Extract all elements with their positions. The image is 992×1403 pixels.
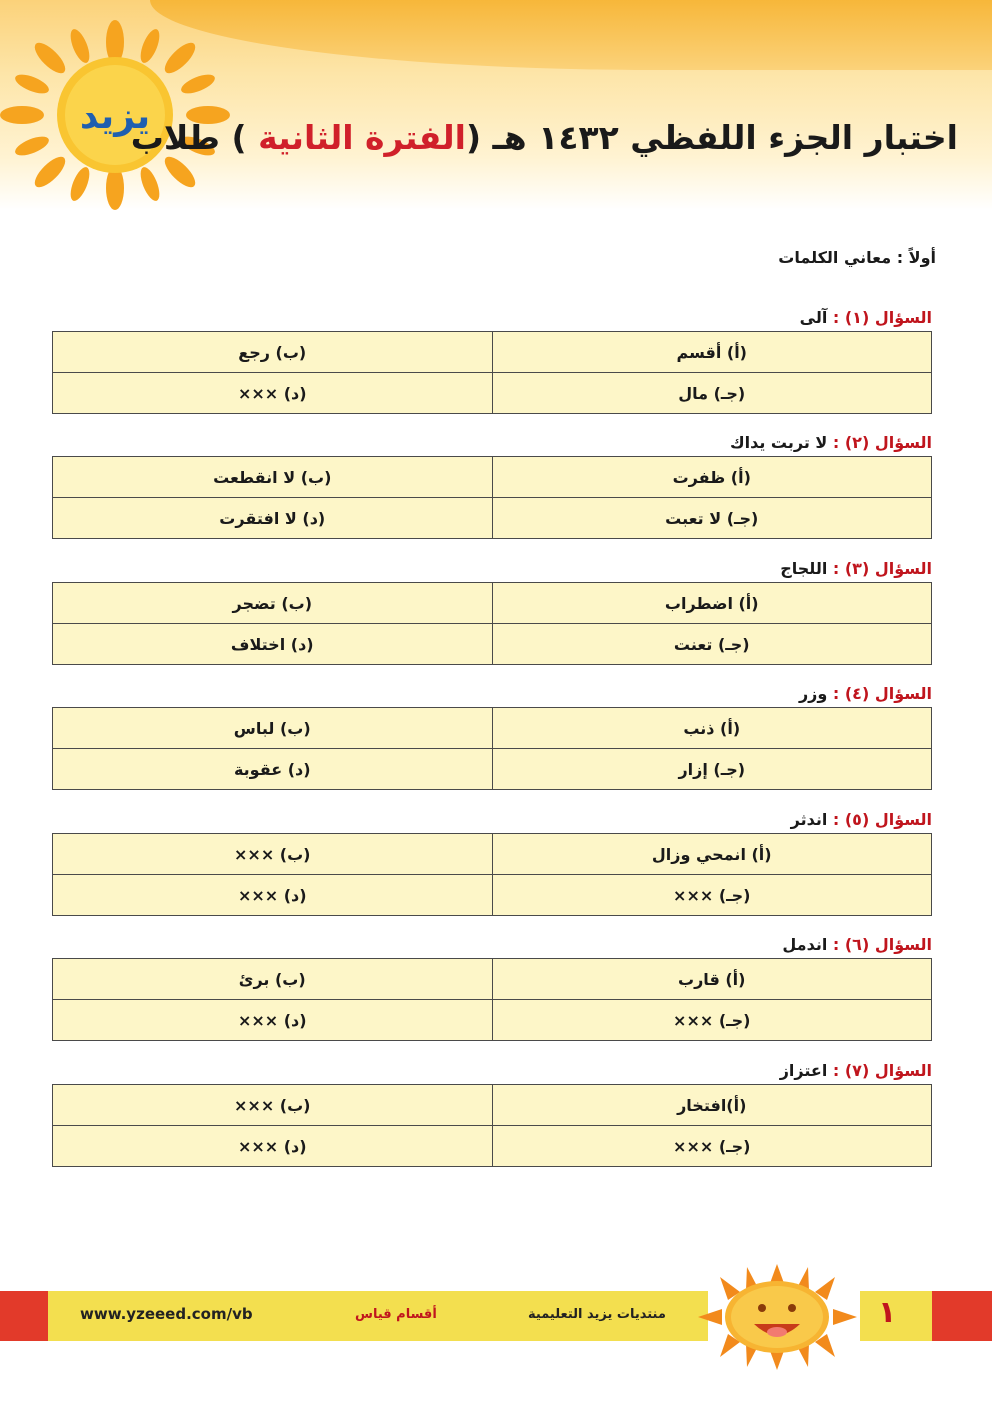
- option-d[interactable]: (د) ×××: [53, 1000, 493, 1041]
- footer-red-right: [932, 1291, 992, 1341]
- question-number: السؤال (٢) :: [832, 433, 932, 452]
- footer-forum-name: منتديات يزيد التعليمية: [528, 1307, 666, 1322]
- option-c[interactable]: (جـ) ×××: [492, 1126, 932, 1167]
- question-4: [52, 681, 932, 790]
- option-c[interactable]: (جـ) تعنت: [492, 624, 932, 665]
- question-word: اندمل: [782, 935, 828, 954]
- option-d[interactable]: (د) اختلاف: [53, 624, 493, 665]
- header-wave: [150, 0, 992, 70]
- option-a[interactable]: (أ) أقسم: [492, 332, 932, 373]
- option-a[interactable]: (أ)افتخار: [492, 1085, 932, 1126]
- table-row: [53, 373, 932, 414]
- table-row: [53, 959, 932, 1000]
- question-word: اعتزاز: [779, 1061, 828, 1080]
- option-c[interactable]: (جـ) ×××: [492, 1000, 932, 1041]
- question-number: السؤال (٣) :: [832, 559, 932, 578]
- table-row: [53, 624, 932, 665]
- sun-logo-icon: [0, 20, 230, 210]
- options-table: [52, 1084, 932, 1167]
- table-row: [53, 583, 932, 624]
- option-b[interactable]: (ب) برئ: [53, 959, 493, 1000]
- question-number: السؤال (٥) :: [832, 810, 932, 829]
- title-part2: ) طلاب: [130, 118, 259, 157]
- option-d[interactable]: (د) ×××: [53, 373, 493, 414]
- option-a[interactable]: (أ) ظفرت: [492, 457, 932, 498]
- question-label: [52, 807, 932, 833]
- title-part1: اختبار الجزء اللفظي ١٤٣٢ هـ (: [465, 118, 958, 157]
- table-row: [53, 498, 932, 539]
- option-c[interactable]: (جـ) ×××: [492, 875, 932, 916]
- question-number: السؤال (١) :: [832, 308, 932, 327]
- question-word: لا تربت يداك: [729, 433, 828, 452]
- option-b[interactable]: (ب) رجع: [53, 332, 493, 373]
- table-row: [53, 708, 932, 749]
- options-table: [52, 958, 932, 1041]
- question-label: [52, 305, 932, 331]
- option-a[interactable]: (أ) اضطراب: [492, 583, 932, 624]
- question-1: [52, 305, 932, 414]
- options-table: [52, 707, 932, 790]
- question-2: [52, 430, 932, 539]
- page-number: ١: [878, 1295, 897, 1330]
- table-row: [53, 834, 932, 875]
- option-b[interactable]: (ب) لباس: [53, 708, 493, 749]
- table-row: [53, 1085, 932, 1126]
- options-table: [52, 331, 932, 414]
- question-word: اللجاج: [780, 559, 828, 578]
- question-label: [52, 932, 932, 958]
- option-c[interactable]: (جـ) إزار: [492, 749, 932, 790]
- option-d[interactable]: (د) ×××: [53, 1126, 493, 1167]
- options-table: [52, 582, 932, 665]
- smiling-sun-icon: [690, 1262, 865, 1372]
- table-row: [53, 749, 932, 790]
- option-d[interactable]: (د) ×××: [53, 875, 493, 916]
- option-d[interactable]: (د) عقوبة: [53, 749, 493, 790]
- option-b[interactable]: (ب) تضجر: [53, 583, 493, 624]
- table-row: [53, 1000, 932, 1041]
- option-a[interactable]: (أ) انمحي وزال: [492, 834, 932, 875]
- question-label: [52, 430, 932, 456]
- option-b[interactable]: (ب) لا انقطعت: [53, 457, 493, 498]
- option-c[interactable]: (جـ) لا تعبت: [492, 498, 932, 539]
- option-a[interactable]: (أ) قارب: [492, 959, 932, 1000]
- question-number: السؤال (٦) :: [832, 935, 932, 954]
- question-5: [52, 807, 932, 916]
- option-b[interactable]: (ب) ×××: [53, 1085, 493, 1126]
- option-c[interactable]: (جـ) مال: [492, 373, 932, 414]
- option-b[interactable]: (ب) ×××: [53, 834, 493, 875]
- question-word: وزر: [798, 684, 828, 703]
- section-heading: أولاً : معاني الكلمات: [778, 248, 936, 267]
- table-row: [53, 457, 932, 498]
- question-label: [52, 681, 932, 707]
- question-label: [52, 1058, 932, 1084]
- table-row: [53, 332, 932, 373]
- footer-section-name: أقسام قياس: [355, 1307, 437, 1322]
- option-d[interactable]: (د) لا افتقرت: [53, 498, 493, 539]
- table-row: [53, 875, 932, 916]
- options-table: [52, 456, 932, 539]
- question-label: [52, 556, 932, 582]
- question-word: آلى: [799, 308, 828, 327]
- question-number: السؤال (٧) :: [832, 1061, 932, 1080]
- options-table: [52, 833, 932, 916]
- title-highlight: الفترة الثانية: [258, 118, 466, 157]
- table-row: [53, 1126, 932, 1167]
- option-a[interactable]: (أ) ذنب: [492, 708, 932, 749]
- footer-red-left: [0, 1291, 48, 1341]
- question-7: [52, 1058, 932, 1167]
- footer-url-link[interactable]: www.yzeeed.com/vb: [80, 1305, 253, 1323]
- question-number: السؤال (٤) :: [832, 684, 932, 703]
- question-3: [52, 556, 932, 665]
- logo-text: يزيد: [79, 96, 151, 137]
- page-title: [131, 118, 958, 157]
- question-6: [52, 932, 932, 1041]
- question-word: اندثر: [790, 810, 828, 829]
